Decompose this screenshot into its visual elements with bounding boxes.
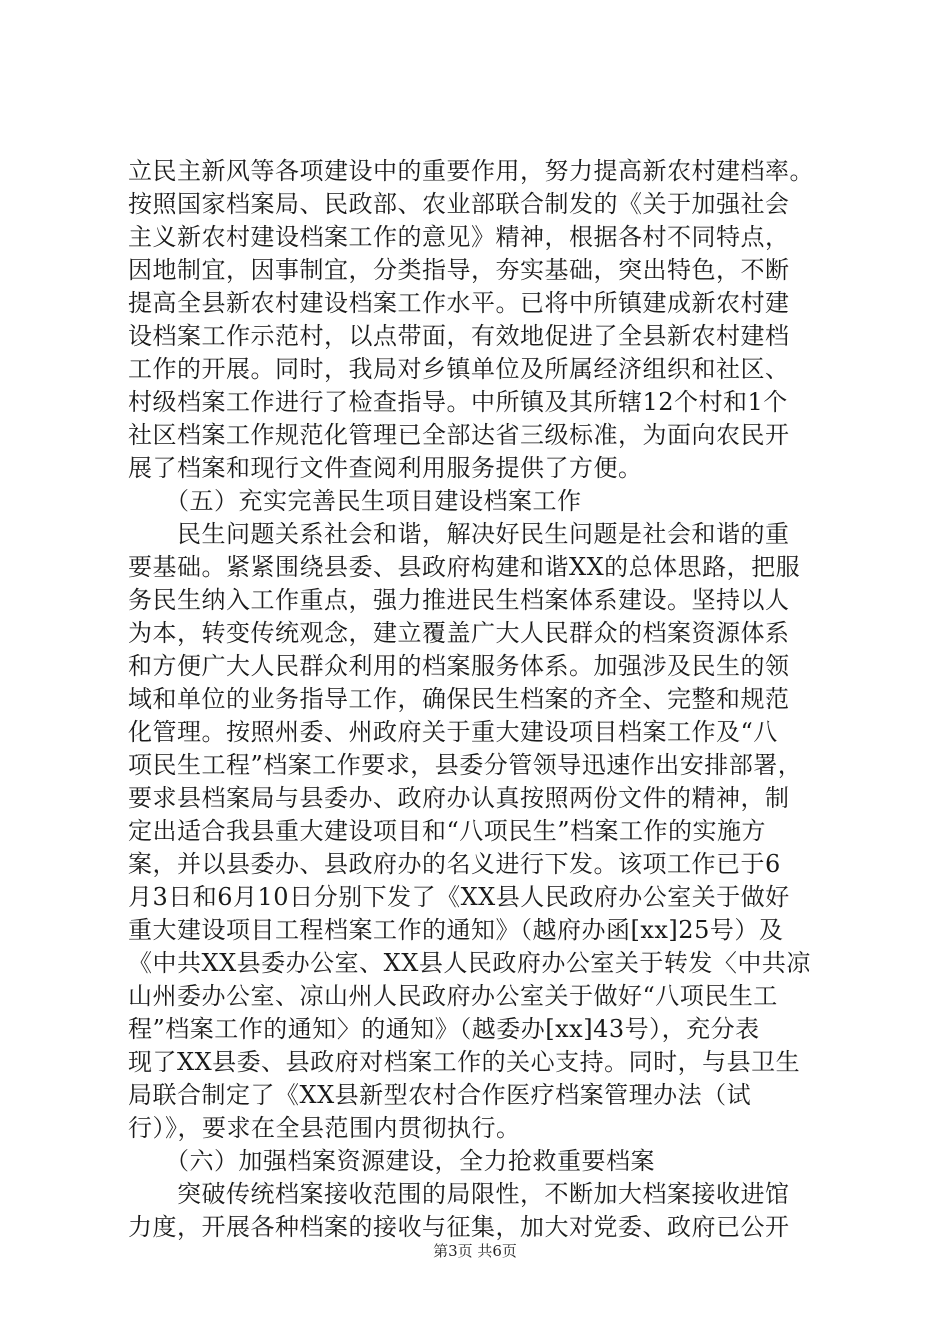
text-line: 化管理。按照州委、州政府关于重大建设项目档案工作及“八 <box>128 718 778 746</box>
text-line: 力度，开展各种档案的接收与征集，加大对党委、政府已公开 <box>128 1213 790 1241</box>
text-line: 现了XX县委、县政府对档案工作的关心支持。同时，与县卫生 <box>128 1048 801 1076</box>
text-line: （五）充实完善民生项目建设档案工作 <box>128 487 582 515</box>
page-footer: 第3页 共6页 <box>433 1242 517 1260</box>
text-line: 《中共XX县委办公室、XX县人民政府办公室关于转发〈中共凉 <box>128 949 811 977</box>
text-line: 按照国家档案局、民政部、农业部联合制发的《关于加强社会 <box>128 190 790 218</box>
text-line: 重大建设项目工程档案工作的通知》（越府办函[xx]25号）及 <box>128 916 784 944</box>
text-line: 设档案工作示范村，以点带面，有效地促进了全县新农村建档 <box>128 322 790 350</box>
text-line: 展了档案和现行文件查阅利用服务提供了方便。 <box>128 454 643 482</box>
text-line: 为本，转变传统观念，建立覆盖广大人民群众的档案资源体系 <box>128 619 790 647</box>
text-line: 要求县档案局与县委办、政府办认真按照两份文件的精神，制 <box>128 784 790 812</box>
text-line: 主义新农村建设档案工作的意见》精神，根据各村不同特点， <box>128 223 790 251</box>
text-line: 案，并以县委办、县政府办的名义进行下发。该项工作已于6 <box>128 850 781 878</box>
document-body <box>128 155 828 1244</box>
text-line: 域和单位的业务指导工作，确保民生档案的齐全、完整和规范 <box>128 685 790 713</box>
text-line: （六）加强档案资源建设，全力抢救重要档案 <box>128 1147 655 1175</box>
text-line: 突破传统档案接收范围的局限性，不断加大档案接收进馆 <box>128 1180 790 1208</box>
text-line: 工作的开展。同时，我局对乡镇单位及所属经济组织和社区、 <box>128 355 790 383</box>
text-line: 局联合制定了《XX县新型农村合作医疗档案管理办法（试 <box>128 1081 752 1109</box>
text-line: 项民生工程”档案工作要求，县委分管领导迅速作出安排部署， <box>128 751 803 779</box>
text-line: 村级档案工作进行了检查指导。中所镇及其所辖12个村和1个 <box>128 388 788 416</box>
text-line: 提高全县新农村建设档案工作水平。已将中所镇建成新农村建 <box>128 289 790 317</box>
text-line: 务民生纳入工作重点，强力推进民生档案体系建设。坚持以人 <box>128 586 790 614</box>
text-line: 社区档案工作规范化管理已全部达省三级标准，为面向农民开 <box>128 421 790 449</box>
text-line: 行）》，要求在全县范围内贯彻执行。 <box>128 1114 521 1142</box>
text-line: 山州委办公室、凉山州人民政府办公室关于做好“八项民生工 <box>128 982 778 1010</box>
text-line: 民生问题关系社会和谐，解决好民生问题是社会和谐的重 <box>128 520 790 548</box>
text-line: 定出适合我县重大建设项目和“八项民生”档案工作的实施方 <box>128 817 767 845</box>
text-line: 和方便广大人民群众利用的档案服务体系。加强涉及民生的领 <box>128 652 790 680</box>
text-line: 月3日和6月10日分别下发了《XX县人民政府办公室关于做好 <box>128 883 790 911</box>
text-line: 程”档案工作的通知〉的通知》（越委办[xx]43号），充分表 <box>128 1015 760 1043</box>
text-line: 要基础。紧紧围绕县委、县政府构建和谐XX的总体思路，把服 <box>128 553 801 581</box>
text-line: 因地制宜，因事制宜，分类指导，夯实基础，突出特色，不断 <box>128 256 790 284</box>
text-line: 立民主新风等各项建设中的重要作用，努力提高新农村建档率。 <box>128 157 814 185</box>
